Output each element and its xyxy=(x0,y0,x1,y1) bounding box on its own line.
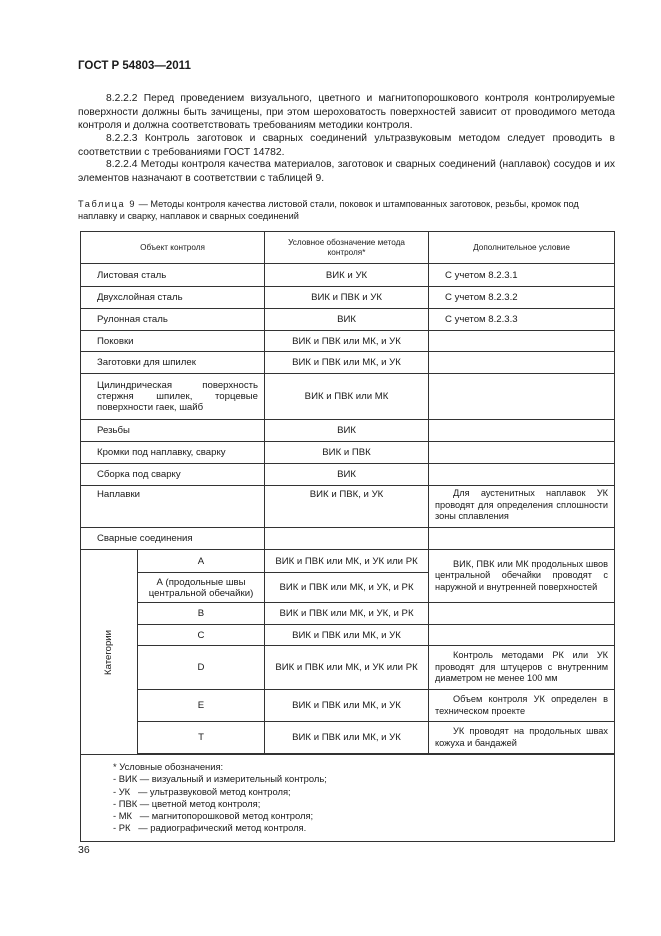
object-cell: Заготовки для шпилек xyxy=(81,352,265,374)
table-row xyxy=(81,264,615,287)
condition-cell: ВИК, ПВК или МК продольных швов центральной обечайки проводят с наружной и внутренней поверхностей xyxy=(429,550,615,603)
condition-cell xyxy=(429,464,615,486)
note-line: * Условные обозначения: xyxy=(113,761,224,772)
header-condition: Дополнительное условие xyxy=(429,232,615,264)
condition-cell: УК проводят на продольных швах кожуха и бандажей xyxy=(429,722,615,754)
category-row xyxy=(81,603,615,625)
paragraph-8-2-2-4: 8.2.2.4 Методы контроля качества материалов, заготовок и сварных соединений (наплавок) сосудов и их элементов назначают в соответствии с таблицей 9. xyxy=(78,159,615,184)
condition-cell xyxy=(429,374,615,420)
table-row xyxy=(81,442,615,464)
control-methods-table xyxy=(80,231,615,842)
method-cell: ВИК и ПВК или МК, и УК, и РК xyxy=(265,603,429,625)
condition-cell xyxy=(429,528,615,550)
note-line: - МК — магнитопорошковой метод контроля; xyxy=(113,810,314,822)
header-object: Объект контроля xyxy=(81,232,265,264)
method-cell: ВИК и ПВК или МК, и УК xyxy=(265,331,429,352)
table-row xyxy=(81,464,615,486)
category-cell: А (продольные швы центральной обечайки) xyxy=(138,573,265,603)
condition-cell: С учетом 8.2.3.3 xyxy=(429,309,615,331)
paragraph-8-2-2-2: 8.2.2.2 Перед проведением визуального, цветного и магнитопорошкового контроля контролируемые поверхности должны быть зачищены, при этом шероховатость поверхностей зависит от проводимого метода контроля и должна соответствовать требованиям методики контроля. xyxy=(78,93,615,131)
method-cell xyxy=(265,528,429,550)
method-cell: ВИК и ПВК или МК, и УК xyxy=(265,352,429,374)
category-cell: Т xyxy=(138,722,265,754)
category-cell: А xyxy=(138,550,265,573)
condition-cell xyxy=(429,331,615,352)
condition-cell: Для аустенитных наплавок УК проводят для определения сплошности зоны сплавления xyxy=(429,486,615,528)
method-cell: ВИК и ПВК и УК xyxy=(265,287,429,309)
method-cell: ВИК и ПВК или МК, и УК или РК xyxy=(265,646,429,690)
category-cell: В xyxy=(138,603,265,625)
category-cell: D xyxy=(138,646,265,690)
method-cell: ВИК и ПВК, и УК xyxy=(265,486,429,528)
condition-cell: Контроль методами РК или УК проводят для штуцеров с внутренним диаметром не менее 100 мм xyxy=(429,646,615,690)
method-cell: ВИК xyxy=(265,420,429,442)
note-line: - УК — ультразвуковой метод контроля; xyxy=(113,785,291,797)
condition-cell xyxy=(429,352,615,374)
table-caption xyxy=(78,199,615,223)
object-cell: Листовая сталь xyxy=(81,264,265,287)
note-line: - ПВК — цветной метод контроля; xyxy=(113,797,261,809)
header-method: Условное обозначение метода контроля* xyxy=(265,232,429,264)
object-cell: Рулонная сталь xyxy=(81,309,265,331)
method-cell: ВИК и ПВК или МК, и УК или РК xyxy=(265,550,429,573)
category-row xyxy=(81,722,615,754)
categories-label: Категории xyxy=(103,629,115,675)
table-row xyxy=(81,420,615,442)
category-cell: Е xyxy=(138,690,265,722)
object-cell: Поковки xyxy=(81,331,265,352)
category-row xyxy=(81,690,615,722)
table-row xyxy=(81,486,615,528)
condition-cell xyxy=(429,420,615,442)
category-cell: С xyxy=(138,625,265,646)
category-row xyxy=(81,625,615,646)
object-cell: Наплавки xyxy=(81,486,265,528)
table-row xyxy=(81,331,615,352)
table-row xyxy=(81,374,615,420)
table-row xyxy=(81,309,615,331)
welded-joints-label: Сварные соединения xyxy=(81,528,265,550)
notes-row xyxy=(81,755,615,842)
condition-cell: Объем контроля УК определен в техническом проекте xyxy=(429,690,615,722)
category-row xyxy=(81,550,615,573)
table-header-row xyxy=(81,232,615,264)
welded-joints-row xyxy=(81,528,615,550)
note-line: - РК — радиографический метод контроля. xyxy=(113,822,307,834)
method-cell: ВИК и УК xyxy=(265,264,429,287)
table-row xyxy=(81,287,615,309)
table-row xyxy=(81,352,615,374)
condition-cell xyxy=(429,603,615,625)
categories-vertical-label xyxy=(81,550,138,755)
object-cell: Резьбы xyxy=(81,420,265,442)
category-row xyxy=(81,646,615,690)
method-cell: ВИК и ПВК или МК xyxy=(265,374,429,420)
page-number: 36 xyxy=(78,844,90,856)
condition-cell: С учетом 8.2.3.1 xyxy=(429,264,615,287)
table-caption-label: Таблица 9 xyxy=(78,199,137,209)
paragraph-8-2-2-3: 8.2.2.3 Контроль заготовок и сварных соединений ультразвуковым методом следует проводить в соответствии с требованиями ГОСТ 14782. xyxy=(78,133,615,158)
object-cell: Двухслойная сталь xyxy=(81,287,265,309)
document-header: ГОСТ Р 54803—2011 xyxy=(78,60,191,72)
notes-cell xyxy=(81,755,615,842)
method-cell: ВИК и ПВК xyxy=(265,442,429,464)
object-cell: Сборка под сварку xyxy=(81,464,265,486)
method-cell: ВИК и ПВК или МК, и УК xyxy=(265,690,429,722)
note-line: - ВИК — визуальный и измерительный контроль; xyxy=(113,773,327,785)
method-cell: ВИК xyxy=(265,309,429,331)
table-caption-text: — Методы контроля качества листовой стали, поковок и штампованных заготовок, резьбы, кромок под наплавку и сварку, наплавок и сварных соединений xyxy=(78,199,579,221)
method-cell: ВИК xyxy=(265,464,429,486)
object-cell: Кромки под наплавку, сварку xyxy=(81,442,265,464)
method-cell: ВИК и ПВК или МК, и УК xyxy=(265,722,429,754)
condition-cell xyxy=(429,442,615,464)
method-cell: ВИК и ПВК или МК, и УК, и РК xyxy=(265,573,429,603)
condition-cell: С учетом 8.2.3.2 xyxy=(429,287,615,309)
object-cell: Цилиндрическая поверхность стержня шпилек, торцевые поверхности гаек, шайб xyxy=(81,374,265,420)
method-cell: ВИК и ПВК или МК, и УК xyxy=(265,625,429,646)
condition-cell xyxy=(429,625,615,646)
